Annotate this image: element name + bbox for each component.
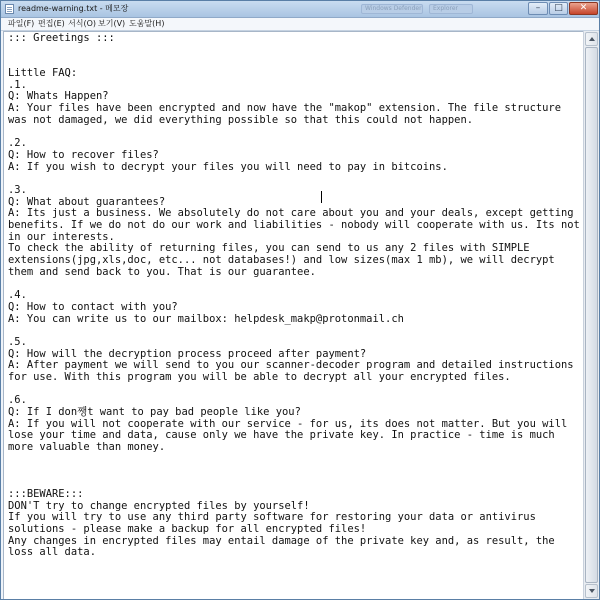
- text-line: [8, 454, 580, 466]
- text-line: Q: How to contact with you?: [8, 300, 178, 313]
- scroll-thumb[interactable]: [585, 47, 598, 583]
- text-line: Q: How to recover files?: [8, 148, 159, 161]
- minimize-button[interactable]: [528, 2, 548, 15]
- text-line: Q: If I don쨍t want to pay bad people like you?: [8, 406, 301, 418]
- text-line: solutions - please make a backup for all encrypted files!: [8, 522, 367, 535]
- text-line: A: After payment we will send to you our scanner-decoder program and detailed instructions: [8, 359, 574, 372]
- maximize-button[interactable]: [549, 2, 568, 15]
- text-line: was not damaged, we did everything possible so that this could not happen.: [8, 113, 474, 126]
- document-text[interactable]: [8, 33, 580, 559]
- text-line: [8, 465, 580, 477]
- text-line: :::BEWARE:::: [8, 487, 84, 500]
- text-line: To check the ability of returning files, you can send to us any 2 files with SIMPLE: [8, 242, 530, 255]
- menu-view[interactable]: 보기(V): [98, 19, 126, 28]
- text-line: Little FAQ:: [8, 67, 78, 80]
- text-line: Q: How will the decryption process proceed after payment?: [8, 347, 367, 360]
- text-line: .5.: [8, 335, 27, 348]
- text-line: A: Your files have been encrypted and now have the "makop" extension. The file structure: [8, 102, 561, 115]
- close-button[interactable]: [569, 2, 598, 15]
- text-line: lose your time and data, cause only we have the private key. In practice - time is much: [8, 429, 555, 442]
- vertical-scrollbar[interactable]: [583, 31, 599, 599]
- text-line: .1.: [8, 78, 27, 91]
- maximize-icon: □: [554, 3, 563, 13]
- text-line: in our interests.: [8, 230, 115, 243]
- text-line: Q: What about guarantees?: [8, 195, 166, 208]
- text-editor[interactable]: [3, 31, 583, 599]
- text-line: A: Its just a business. We absolutely do not care about you and your deals, except getting: [8, 207, 574, 220]
- close-icon: ✕: [579, 3, 588, 13]
- text-line: extensions(jpg,xls,doc, etc... not databases!) and low sizes(max 1 mb), we will decrypt: [8, 254, 555, 267]
- title-bar[interactable]: [1, 1, 599, 18]
- text-line: [8, 56, 580, 68]
- minimize-icon: –: [535, 3, 541, 13]
- text-line: more valuable than money.: [8, 441, 166, 454]
- notepad-icon[interactable]: [5, 4, 14, 14]
- text-line: A: If you will not cooperate with our service - for us, its does not matter. But you will: [8, 417, 568, 430]
- menu-file[interactable]: 파일(F): [8, 19, 35, 28]
- text-line: [8, 477, 580, 489]
- text-line: [8, 127, 580, 139]
- text-line: [8, 325, 580, 337]
- text-line: A: You can write us to our mailbox: helpdesk_makp@protonmail.ch: [8, 312, 404, 325]
- text-line: Q: Whats Happen?: [8, 90, 109, 103]
- background-window-tab: Windows Defender: [361, 4, 423, 14]
- text-line: them and send back to you. That is our guarantee.: [8, 265, 316, 278]
- text-line: A: If you wish to decrypt your files you will need to pay in bitcoins.: [8, 160, 448, 173]
- scroll-up-button[interactable]: [585, 32, 598, 46]
- text-line: .6.: [8, 394, 27, 407]
- scroll-down-button[interactable]: [585, 584, 598, 598]
- menu-edit[interactable]: 편집(E): [38, 19, 65, 28]
- text-line: Any changes in encrypted files may entail damage of the private key and, as result, the: [8, 534, 555, 547]
- text-caret: [321, 191, 322, 203]
- text-line: [8, 278, 580, 290]
- window-title: readme-warning.txt - 메모장: [18, 4, 129, 13]
- text-line: [8, 384, 580, 396]
- text-line: ::: Greetings :::: [8, 32, 115, 44]
- text-line: [8, 173, 580, 185]
- background-window-tab: Explorer: [429, 4, 473, 14]
- text-line: [8, 45, 580, 57]
- text-line: DON'T try to change encrypted files by yourself!: [8, 499, 310, 512]
- text-line: benefits. If we do not do our work and liabilities - nobody will cooperate with us. Its not: [8, 219, 580, 231]
- text-line: .3.: [8, 183, 27, 196]
- menu-format[interactable]: 서식(O): [68, 19, 96, 28]
- text-line: .2.: [8, 137, 27, 150]
- menu-bar: [1, 18, 599, 31]
- menu-help[interactable]: 도움말(H): [129, 19, 165, 28]
- text-line: loss all data.: [8, 546, 96, 559]
- text-line: .4.: [8, 289, 27, 302]
- text-line: for use. With this program you will be able to decrypt all your encrypted files.: [8, 370, 511, 383]
- text-line: If you will try to use any third party software for restoring your data or antivirus: [8, 511, 536, 524]
